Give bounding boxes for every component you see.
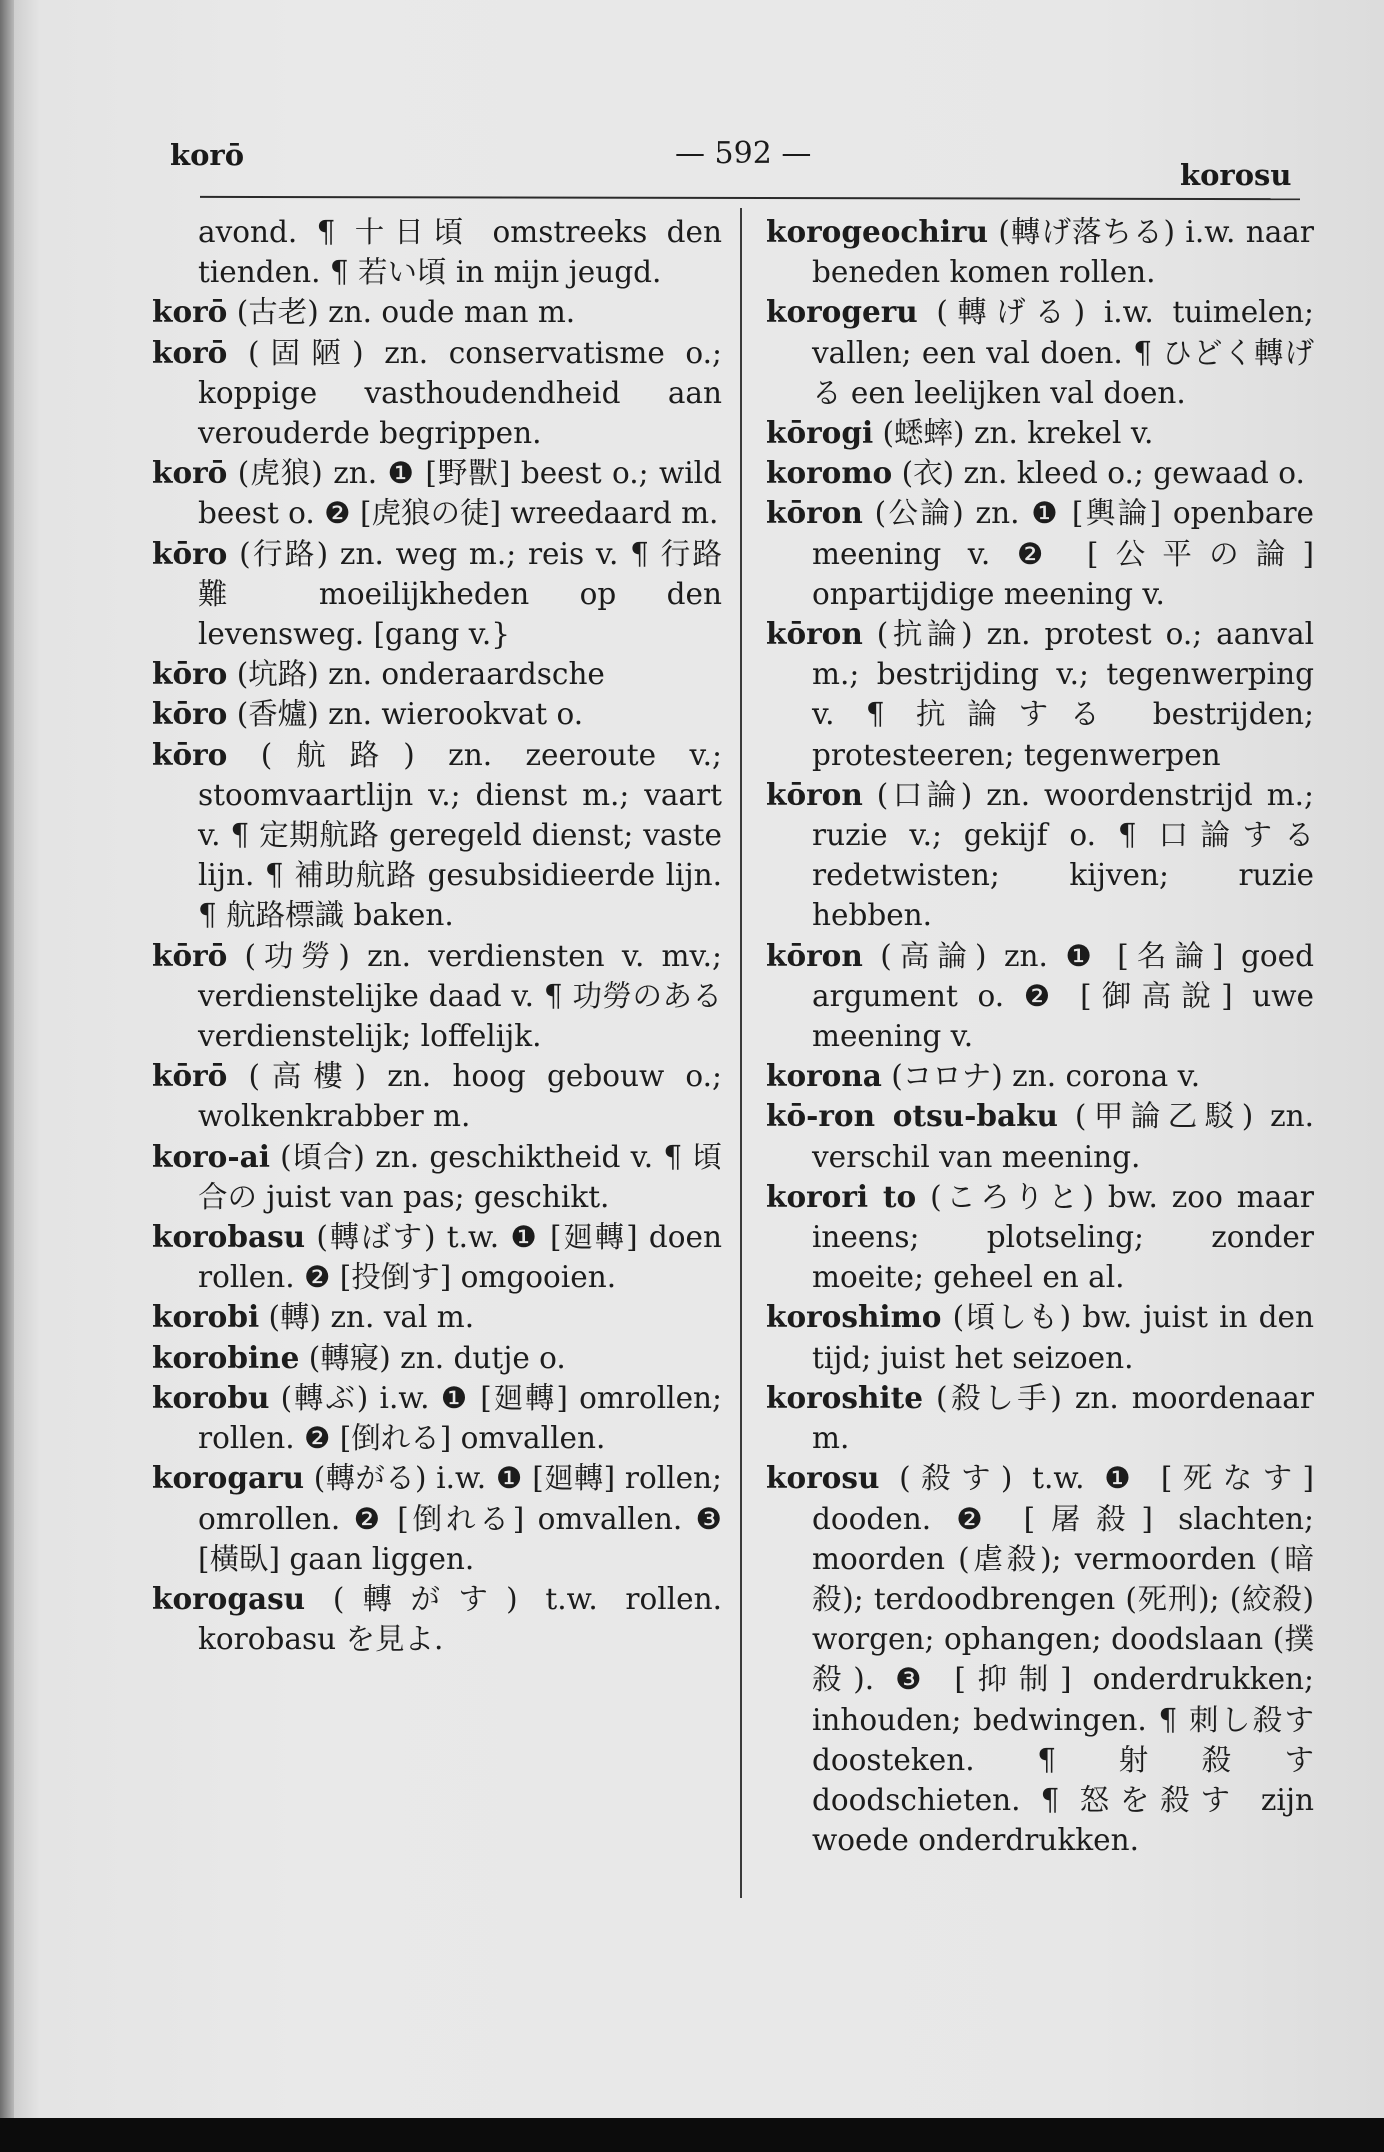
headword: kōron [766, 937, 863, 973]
headword: korogasu [152, 1580, 306, 1616]
headword: korō [152, 455, 228, 491]
dictionary-entry: korogasu (轉がす) t.w. rollen. korobasu を見よ. [152, 1580, 722, 1657]
dictionary-entry: kōrogi (蟋蟀) zn. krekel v. [766, 415, 1154, 451]
dictionary-entry: kō-ron otsu-baku (甲論乙駁) zn. verschil van meening. [766, 1098, 1314, 1174]
dictionary-entry: koromo (衣) zn. kleed o.; gewaad o. [766, 455, 1305, 491]
dictionary-entry: korogeochiru (轉げ落ちる) i.w. naar beneden komen rollen. [766, 214, 1314, 290]
dictionary-entry: korori to (ころりと) bw. zoo maar ineens; plotseling; zonder moeite; geheel en al. [766, 1178, 1315, 1295]
dictionary-entry: kōro (香爐) zn. wierookvat o. [152, 696, 584, 732]
header-rule [200, 196, 1300, 200]
dictionary-entry: kōron (公論) zn. ❶ [輿論] openbare meening v. ❷ [公平の論] onpartijdige meening v. [766, 495, 1314, 611]
headword: kō-ron otsu-baku [766, 1098, 1058, 1134]
dictionary-entry: korobine (轉寢) zn. dutje o. [152, 1339, 566, 1375]
dictionary-entry: korō (虎狼) zn. ❶ [野獸] beest o.; wild beest o. ❷ [虎狼の徒] wreedaard m. [152, 455, 722, 531]
headword: kōron [766, 616, 863, 652]
dictionary-entry: kōrō (高樓) zn. hoog gebouw o.; wolkenkrabber m. [152, 1058, 722, 1134]
headword: koromo [766, 455, 893, 491]
dictionary-entry: koro-ai (頃合) zn. geschiktheid v. ¶ 頃合の juist van pas; geschikt. [152, 1138, 722, 1214]
dictionary-entry: korobasu (轉ばす) t.w. ❶ [廻轉] doen rollen. ❷ [投倒す] omgooien. [152, 1219, 722, 1295]
binding-shadow [0, 0, 14, 2118]
headword: korogaru [152, 1460, 305, 1496]
dictionary-entry: kōro (行路) zn. weg m.; reis v. ¶ 行路難 moeilijkheden op den levensweg. [gang v.} [152, 535, 722, 652]
headword: korona [766, 1058, 882, 1094]
dictionary-entry: korogaru (轉がる) i.w. ❶ [廻轉] rollen; omrollen. ❷ [倒れる] omvallen. ❸ [橫臥] gaan liggen. [152, 1460, 722, 1576]
headword: korosu [766, 1460, 880, 1496]
headword: kōrō [152, 1058, 228, 1094]
dictionary-entry: korogeru (轉げる) i.w. tuimelen; vallen; een val doen. ¶ ひどく轉げる een leelijken val doen. [766, 294, 1314, 410]
headword: kōro [152, 736, 228, 772]
dictionary-entry: kōro (坑路) zn. onderaardsche [152, 656, 605, 692]
dictionary-entry: kōron (高論) zn. ❶ [名論] goed argument o. ❷ [御高說] uwe meening v. [766, 937, 1314, 1054]
headword: kōron [766, 495, 863, 531]
headword: koro-ai [152, 1138, 270, 1174]
left-guide-word: korō [170, 138, 245, 172]
headword: kōro [152, 656, 228, 692]
left-column [152, 212, 722, 1659]
headword: kōrogi [766, 415, 874, 451]
right-column [766, 212, 1314, 1860]
headword: korobasu [152, 1219, 306, 1255]
right-guide-word: korosu [1180, 158, 1292, 192]
headword: koroshimo [766, 1299, 942, 1335]
headword: korogeru [766, 294, 918, 330]
dictionary-entry: kōrō (功勞) zn. verdiensten v. mv.; verdienstelijke daad v. ¶ 功勞のある verdienstelijk; loffelijk. [152, 937, 722, 1054]
headword: kōro [152, 696, 228, 732]
column-divider [740, 208, 742, 1898]
dictionary-entry: korona (コロナ) zn. corona v. [766, 1058, 1201, 1094]
dictionary-entry: kōron (口論) zn. woordenstrijd m.; ruzie v.; gekijf o. ¶ 口論する redetwisten; kijven; ruzie hebben. [766, 776, 1314, 933]
headword: kōron [766, 776, 863, 812]
headword: korō [152, 334, 228, 370]
page-number: — 592 — [675, 136, 812, 171]
headword: korogeochiru [766, 214, 989, 249]
dictionary-entry: korosu (殺す) t.w. ❶ [死なす] dooden. ❷ [屠殺] slachten; moorden (虐殺); vermoorden (暗殺); terdoodbrengen (死刑); (絞殺) worgen; ophangen; doodslaan (撲殺). ❸ [抑制] onderdrukken; inhouden; bedwingen. ¶ 刺し殺す doosteken. ¶ 射殺す doodschieten. ¶ 怒を殺す zijn woede onderdrukken. [766, 1460, 1314, 1858]
dictionary-entry: korō (固陋) zn. conservatisme o.; koppige vasthoudendheid aan verouderde begrippen. [152, 334, 722, 451]
dictionary-entry: kōron (抗論) zn. protest o.; aanval m.; bestrijding v.; tegenwerping v. ¶ 抗論する bestrijden; protesteeren; tegenwerpen [766, 616, 1314, 772]
dictionary-entry: korobu (轉ぶ) i.w. ❶ [廻轉] omrollen; rollen. ❷ [倒れる] omvallen. [152, 1379, 722, 1456]
dictionary-entry: korō (古老) zn. oude man m. [152, 294, 576, 330]
headword: korobine [152, 1339, 300, 1375]
dictionary-entry: korobi (轉) zn. val m. [152, 1299, 475, 1335]
headword: korori to [766, 1178, 917, 1214]
headword: kōro [152, 535, 228, 571]
dictionary-entry: kōro (航路) zn. zeeroute v.; stoomvaartlijn v.; dienst m.; vaart v. ¶ 定期航路 geregeld dienst; vaste lijn. ¶ 補助航路 gesubsidieerde lijn. ¶ 航路標識 baken. [152, 736, 722, 933]
headword: kōrō [152, 937, 228, 973]
dictionary-entry: koroshite (殺し手) zn. moordenaar m. [766, 1379, 1314, 1456]
headword: korō [152, 294, 228, 330]
dictionary-entry: koroshimo (頃しも) bw. juist in den tijd; juist het seizoen. [766, 1299, 1314, 1375]
headword: korobi [152, 1299, 260, 1335]
dictionary-entry: avond. ¶ 十日頃 omstreeks den tienden. ¶ 若い頃 in mijn jeugd. [198, 215, 722, 290]
headword: koroshite [766, 1379, 923, 1415]
headword: korobu [152, 1379, 270, 1415]
